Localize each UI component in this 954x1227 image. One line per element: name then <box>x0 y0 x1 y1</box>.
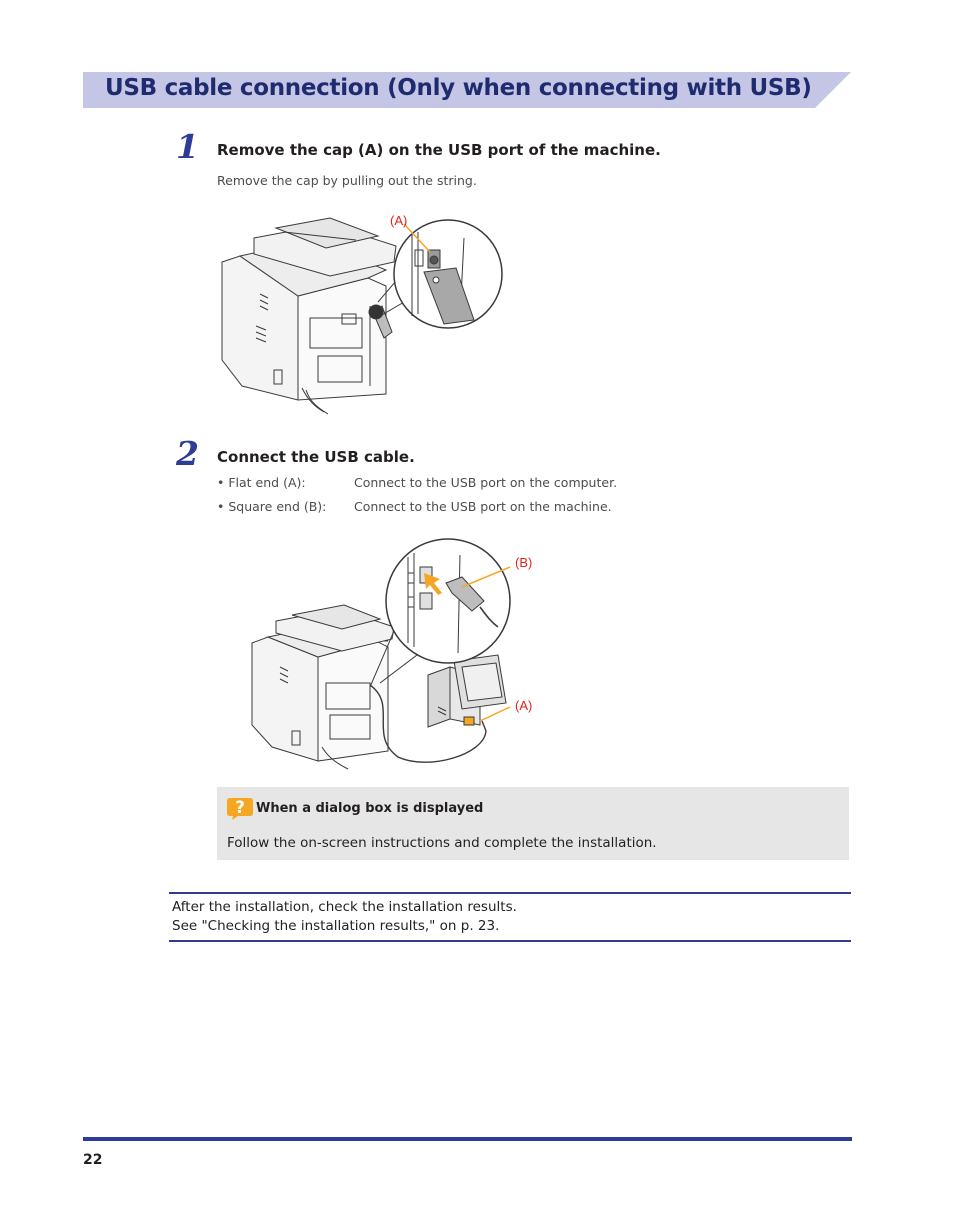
svg-text:?: ? <box>235 798 245 818</box>
step-1-description: Remove the cap by pulling out the string. <box>217 173 477 188</box>
after-install-line-1: After the installation, check the installation results. <box>172 899 517 915</box>
step-2-title: Connect the USB cable. <box>217 448 415 466</box>
step-1-title: Remove the cap (A) on the USB port of the machine. <box>217 141 661 159</box>
cap-label-a: (A) <box>390 213 408 228</box>
bullet-square-end-text: Connect to the USB port on the machine. <box>354 499 612 514</box>
bullet-flat-end-label: • Flat end (A): <box>217 475 306 490</box>
bullet-flat-end-text: Connect to the USB port on the computer. <box>354 475 618 490</box>
page-number: 22 <box>83 1152 103 1168</box>
section-banner <box>83 72 851 108</box>
step-2-number: 2 <box>176 434 199 473</box>
usb-label-a: (A) <box>515 698 533 713</box>
footer-rule <box>83 1137 852 1141</box>
usb-label-b: (B) <box>515 555 533 570</box>
note-heading: When a dialog box is displayed <box>256 801 484 816</box>
usb-connection-figure <box>248 535 548 770</box>
question-mark-icon <box>226 796 254 824</box>
note-body: Follow the on-screen instructions and complete the installation. <box>227 835 657 851</box>
connect-usb-illustration <box>248 535 548 770</box>
top-rule <box>169 892 851 894</box>
step-1-number: 1 <box>176 127 199 166</box>
after-install-line-2: See "Checking the installation results," on p. 23. <box>172 918 500 934</box>
section-title: USB cable connection (Only when connecting with USB) <box>105 75 812 101</box>
remove-cap-illustration <box>218 210 508 420</box>
bottom-rule <box>169 940 851 942</box>
note-box <box>217 787 849 860</box>
bullet-square-end-label: • Square end (B): <box>217 499 327 514</box>
printer-back-cap-figure <box>218 210 508 420</box>
